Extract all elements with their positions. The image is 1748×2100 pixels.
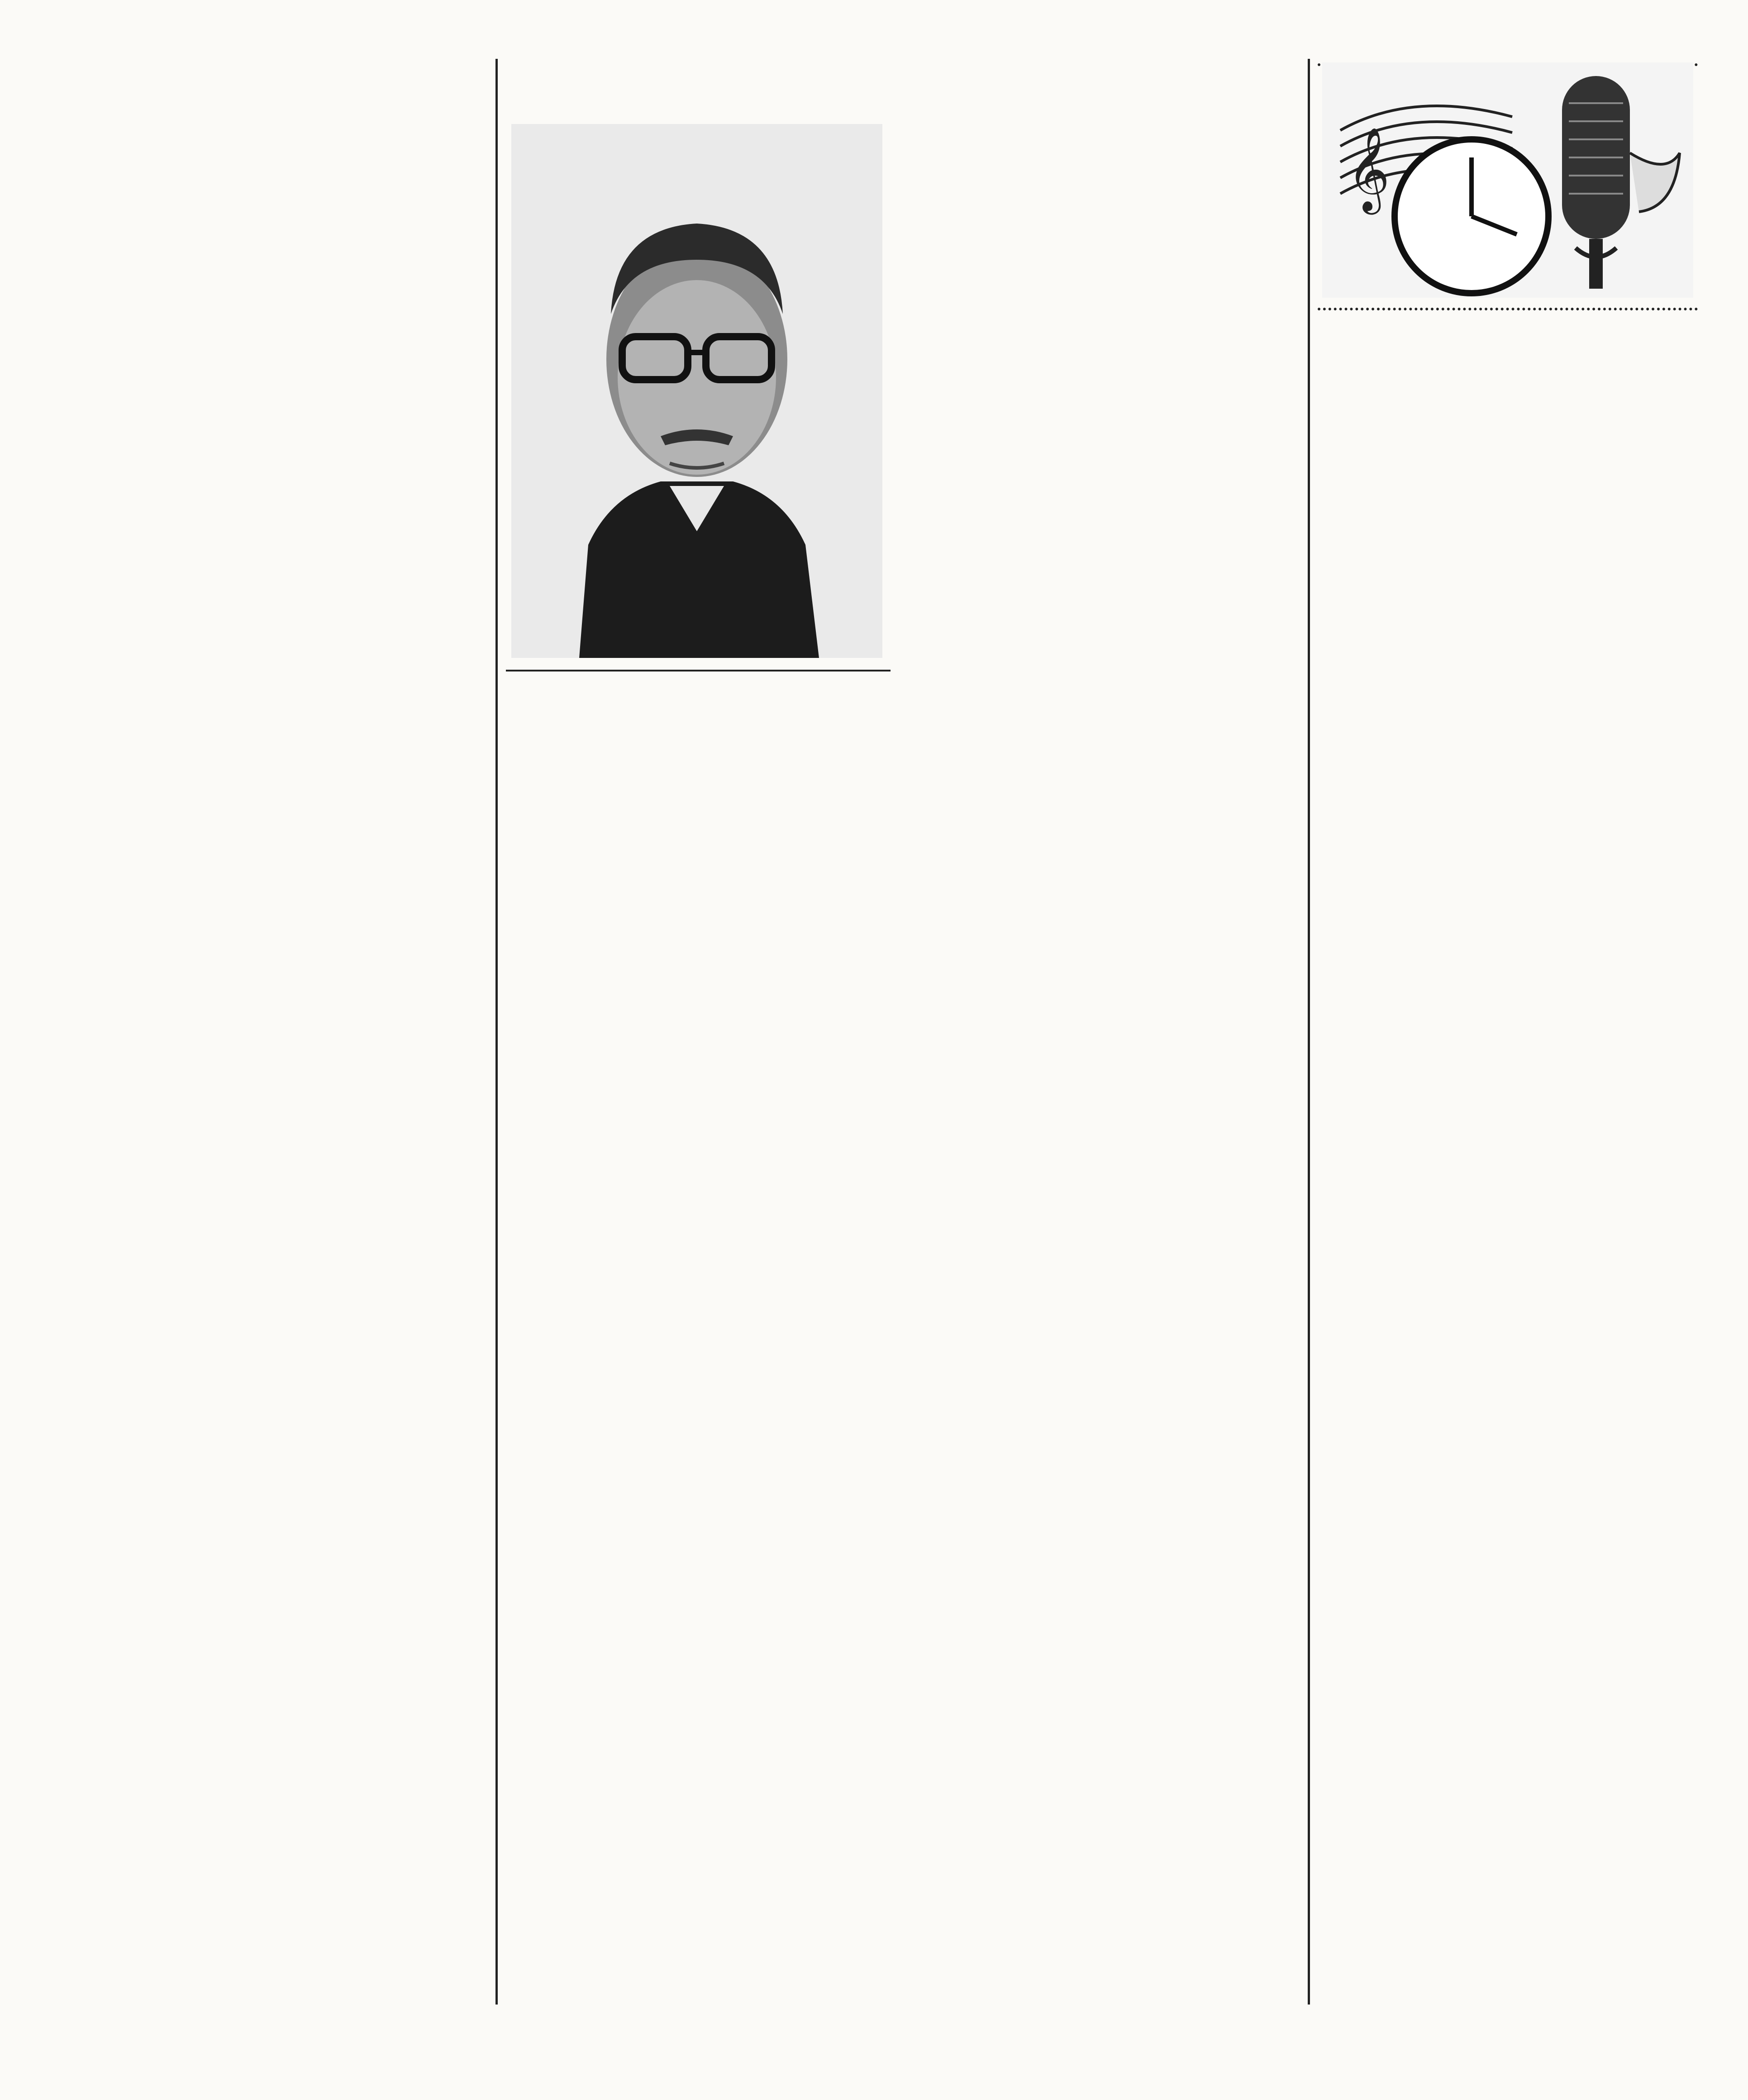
column-rule-1 xyxy=(495,59,498,2005)
svg-text:𝄞: 𝄞 xyxy=(1347,126,1390,211)
column-1 xyxy=(100,59,485,1995)
column-4 xyxy=(1318,59,1698,1995)
column-3 xyxy=(910,59,1303,1995)
microphone-clock-illustration xyxy=(1322,62,1693,298)
service-bottom-rule xyxy=(1318,308,1698,310)
henry-walter-portrait xyxy=(511,124,882,658)
column-rule-2 xyxy=(1308,59,1310,2005)
portrait-caption xyxy=(506,662,891,671)
column-2 xyxy=(506,118,891,1995)
